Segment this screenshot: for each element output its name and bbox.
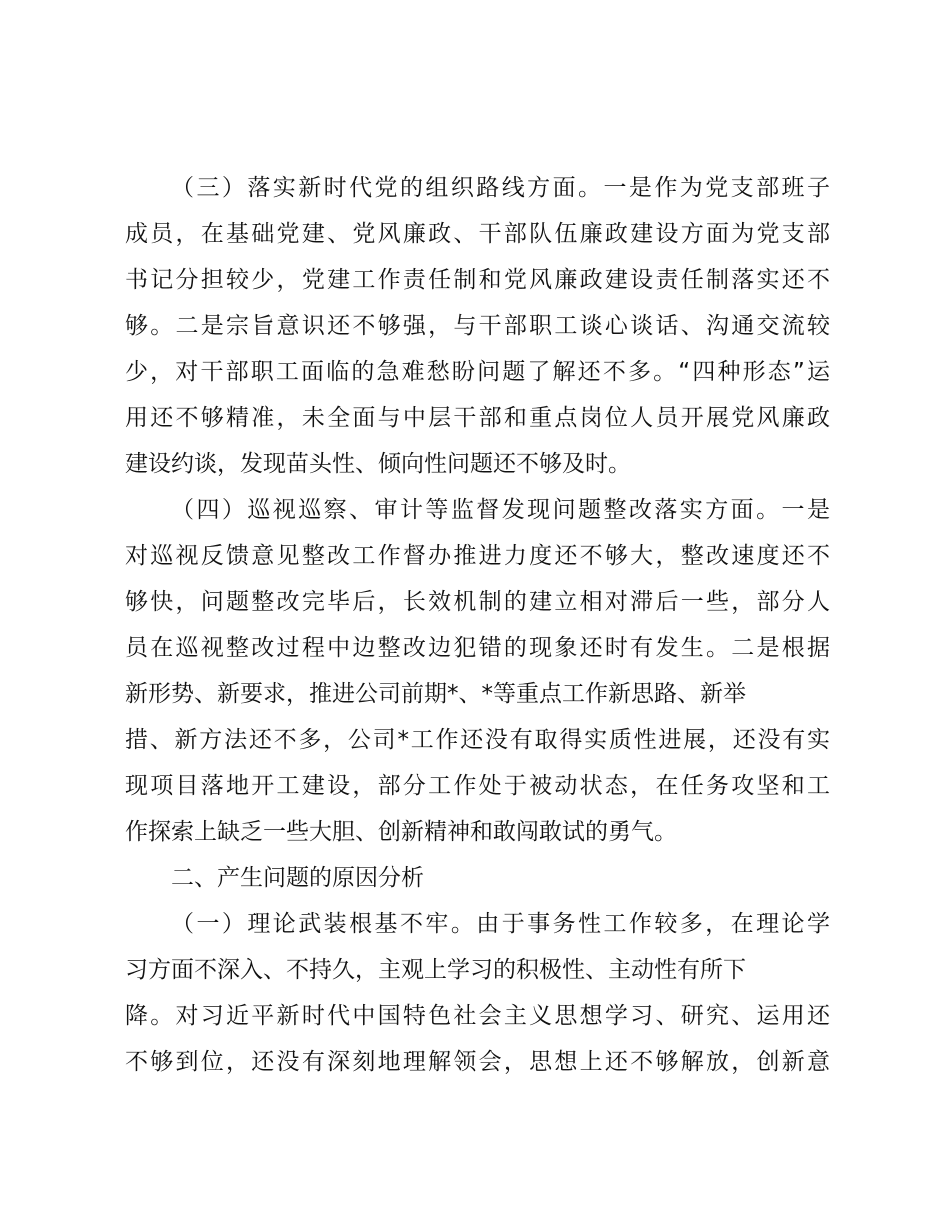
document-body <box>125 165 830 1085</box>
paragraph-line: 习方面不深入、不持久，主观上学习的积极性、主动性有所下 <box>125 957 746 983</box>
paragraph-line: 措、新方法还不多，公司*工作还没有取得实质性进展，还没有实 <box>125 727 830 753</box>
paragraph-line: （四）巡视巡察、审计等监督发现问题整改落实方面。一是 <box>171 497 830 523</box>
paragraph-line: 员在巡视整改过程中边整改边犯错的现象还时有发生。二是根据 <box>125 635 830 661</box>
paragraph-line: 不够到位，还没有深刻地理解领会，思想上还不够解放，创新意 <box>125 1049 830 1075</box>
paragraph-line: 现项目落地开工建设，部分工作处于被动状态，在任务攻坚和工 <box>125 773 830 799</box>
paragraph-line: 少，对干部职工面临的急难愁盼问题了解还不多。“四种形态”运 <box>125 359 830 385</box>
paragraph-line: 作探索上缺乏一些大胆、创新精神和敢闯敢试的勇气。 <box>125 819 677 845</box>
paragraph-line: 够。二是宗旨意识还不够强，与干部职工谈心谈话、沟通交流较 <box>125 313 830 339</box>
paragraph-line: 对巡视反馈意见整改工作督办推进力度还不够大，整改速度还不 <box>125 543 830 569</box>
paragraph-line: 够快，问题整改完毕后，长效机制的建立相对滞后一些，部分人 <box>125 589 830 615</box>
paragraph-line: 降。对习近平新时代中国特色社会主义思想学习、研究、运用还 <box>125 1003 830 1029</box>
paragraph-line: 新形势、新要求，推进公司前期*、*等重点工作新思路、新举 <box>125 681 746 707</box>
paragraph-line: （一）理论武装根基不牢。由于事务性工作较多，在理论学 <box>171 911 830 937</box>
paragraph-line: 书记分担较少，党建工作责任制和党风廉政建设责任制落实还不 <box>125 267 830 293</box>
paragraph-line: 成员，在基础党建、党风廉政、干部队伍廉政建设方面为党支部 <box>125 221 830 247</box>
section-heading: 二、产生问题的原因分析 <box>171 865 424 891</box>
paragraph-line: （三）落实新时代党的组织路线方面。一是作为党支部班子 <box>171 175 830 201</box>
paragraph-line: 用还不够精准，未全面与中层干部和重点岗位人员开展党风廉政 <box>125 405 830 431</box>
paragraph-line: 建设约谈，发现苗头性、倾向性问题还不够及时。 <box>125 451 631 477</box>
